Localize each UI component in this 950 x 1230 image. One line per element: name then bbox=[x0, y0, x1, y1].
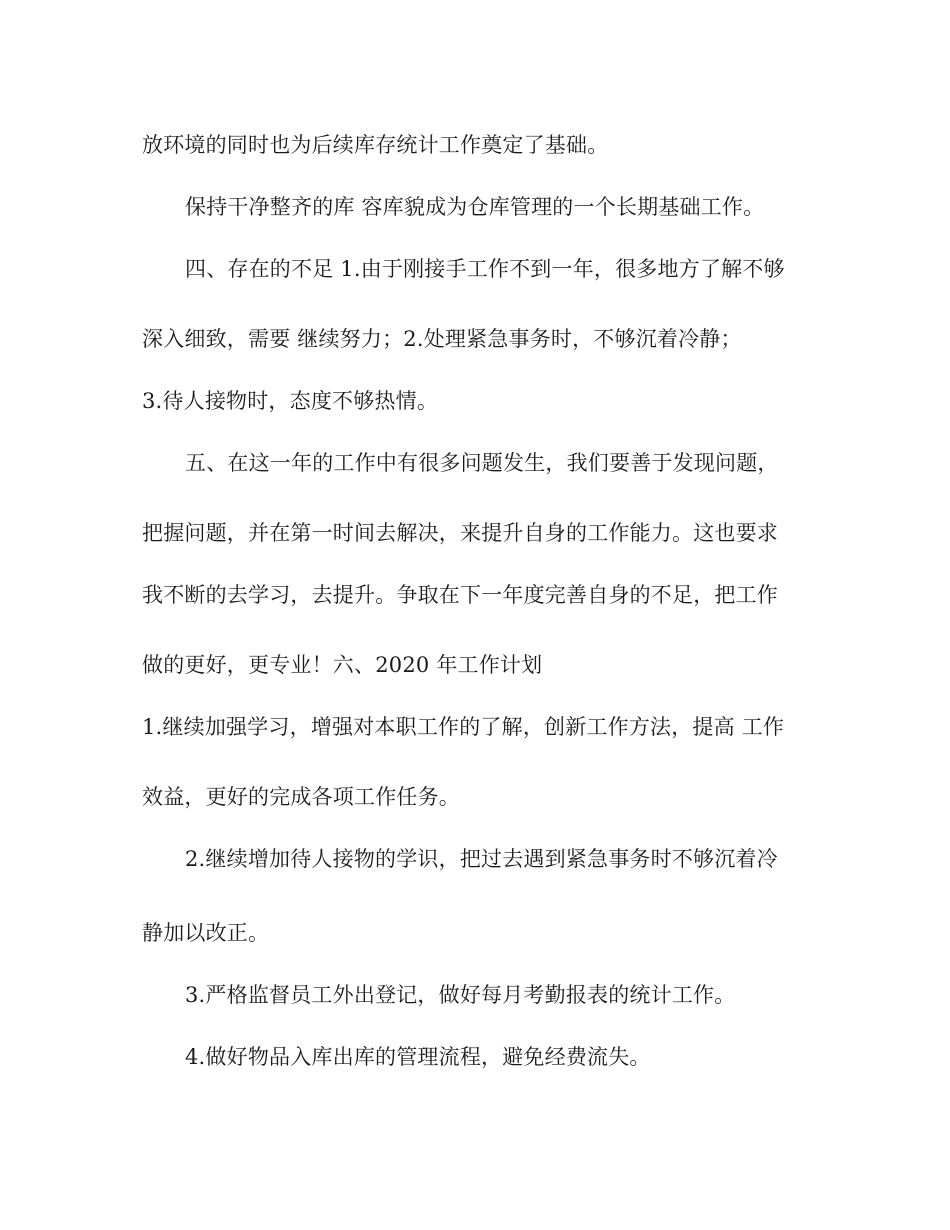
paragraph-line: 3.严格监督员工外出登记，做好每月考勤报表的统计工作。 bbox=[185, 983, 736, 1007]
paragraph-line: 我不断的去学习，去提升。争取在下一年度完善自身的不足，把工作 bbox=[142, 583, 778, 607]
paragraph-line: 4.做好物品入库出库的管理流程，避免经费流失。 bbox=[185, 1045, 651, 1069]
paragraph-line: 深入细致，需要 继续努力；2.处理紧急事务时，不够沉着冷静； bbox=[142, 327, 742, 351]
paragraph-line: 五、在这一年的工作中有很多问题发生，我们要善于发现问题， bbox=[185, 451, 779, 475]
paragraph-line: 1.继续加强学习，增强对本职工作的了解，创新工作方法，提高 工作 bbox=[142, 715, 785, 739]
paragraph-line: 保持干净整齐的库 容库貌成为仓库管理的一个长期基础工作。 bbox=[185, 195, 765, 219]
paragraph-line: 做的更好，更专业！六、2020 年工作计划 bbox=[142, 653, 543, 677]
paragraph-line: 静加以改正。 bbox=[142, 921, 270, 945]
paragraph-line: 效益，更好的完成各项工作任务。 bbox=[142, 785, 460, 809]
paragraph-line: 放环境的同时也为后续库存统计工作奠定了基础。 bbox=[142, 133, 609, 157]
paragraph-line: 2.继续增加待人接物的学识，把过去遇到紧急事务时不够沉着冷 bbox=[185, 847, 778, 871]
paragraph-line: 四、存在的不足 1.由于刚接手工作不到一年，很多地方了解不够 bbox=[185, 257, 785, 281]
paragraph-line: 3.待人接物时，态度不够热情。 bbox=[142, 389, 439, 413]
paragraph-line: 把握问题，并在第一时间去解决，来提升自身的工作能力。这也要求 bbox=[142, 521, 778, 545]
